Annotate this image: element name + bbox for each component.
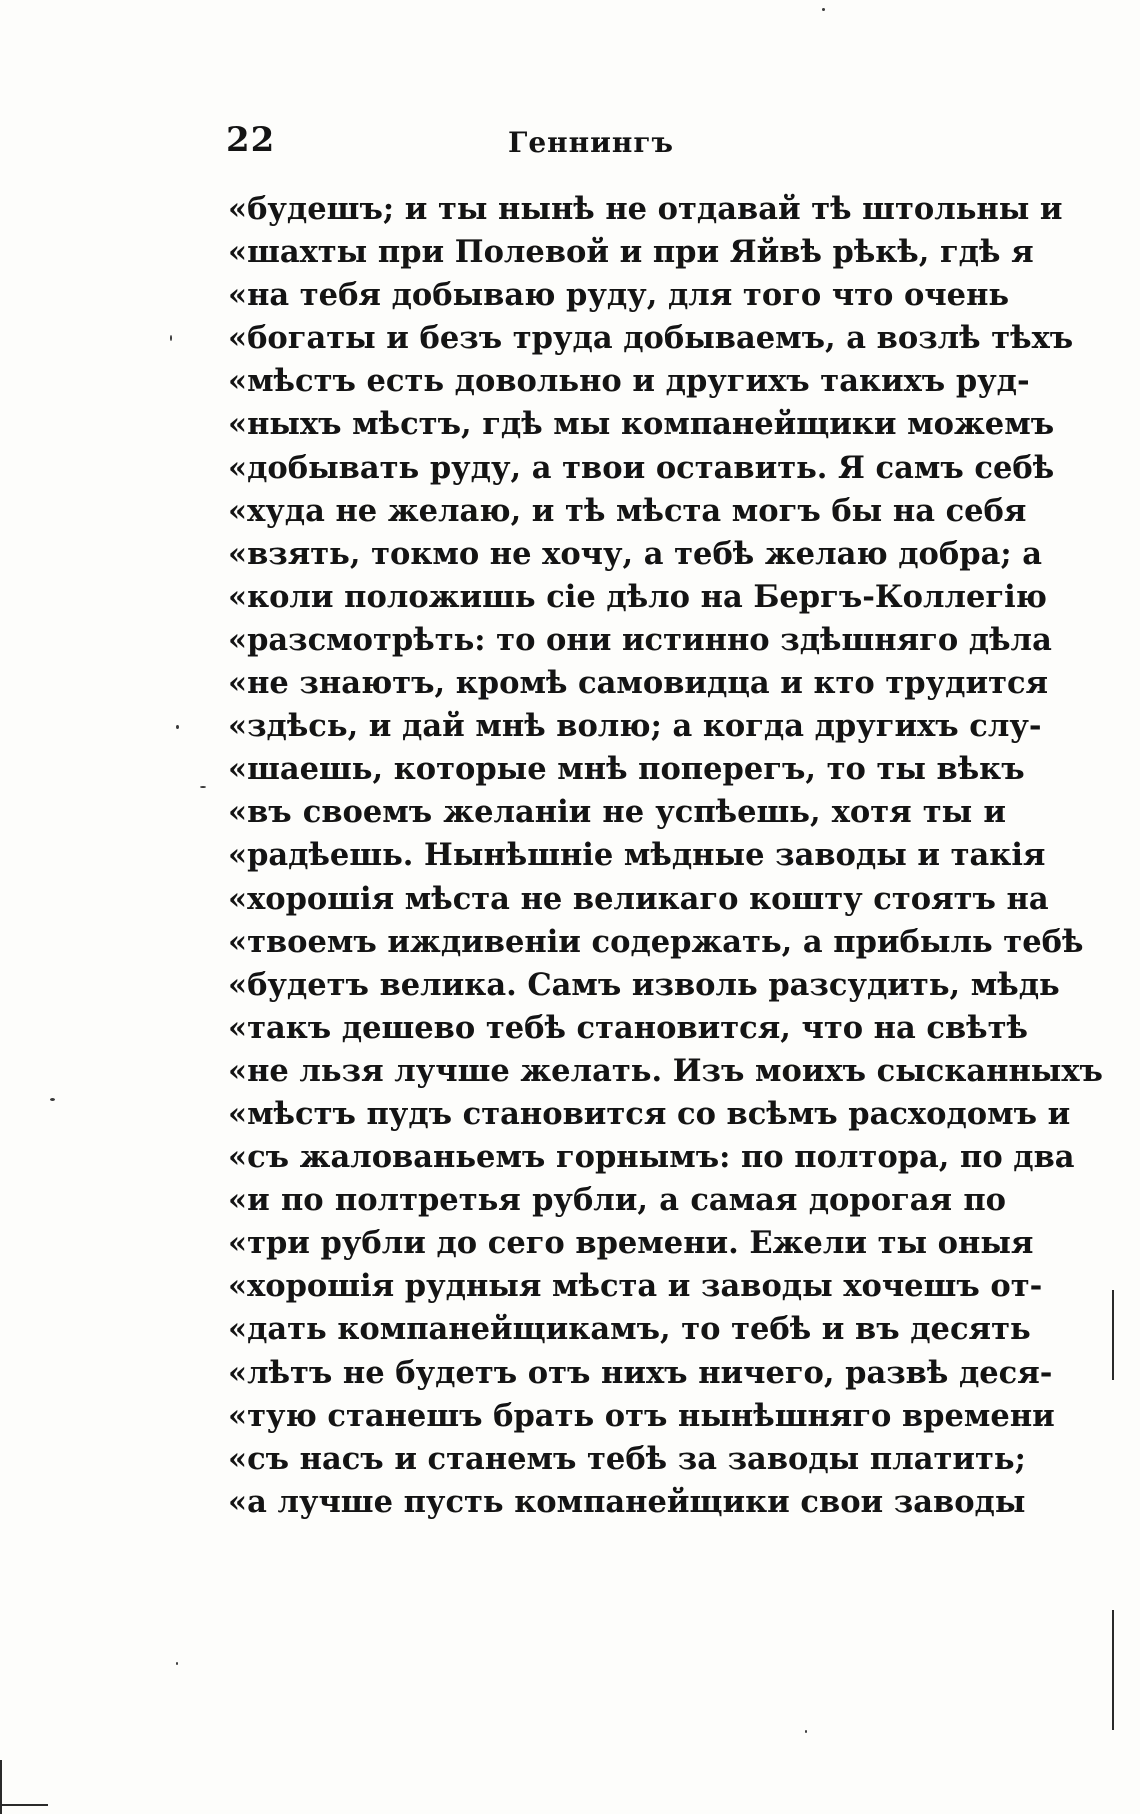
text-line: «въ своемъ желаніи не успѣешь, хотя ты и — [228, 794, 1006, 831]
text-line: «на тебя добываю руду, для того что очень — [228, 277, 1010, 314]
text-line: «такъ дешево тебѣ становится, что на свѣтѣ — [228, 1009, 1028, 1046]
text-line: «шаешь, которые мнѣ поперегъ, то ты вѣкъ — [228, 751, 1025, 788]
text-line: «съ жалованьемъ горнымъ: по полтора, по два — [228, 1139, 1075, 1176]
text-line: «добывать руду, а твои оставить. Я самъ себѣ — [228, 449, 1055, 486]
text-line: «взять, токмо не хочу, а тебѣ желаю добра; а — [228, 535, 1042, 572]
text-line: «три рубли до сего времени. Ежели ты оныя — [228, 1225, 1034, 1262]
scan-edge-mark — [0, 1804, 48, 1806]
text-line: «разсмотрѣть: то они истинно здѣшняго дѣла — [228, 621, 1052, 658]
text-line: «хорошія мѣста не великаго кошту стоятъ на — [228, 880, 1049, 917]
text-line: «не льзя лучше желать. Изъ моихъ сысканныхъ — [228, 1052, 1103, 1089]
page-number: 22 — [226, 120, 276, 160]
scan-edge-mark — [1112, 1610, 1114, 1730]
scan-speck — [805, 1730, 807, 1733]
body-text — [228, 188, 1103, 1524]
text-line: «будетъ велика. Самъ изволь разсудить, мѣдь — [228, 966, 1060, 1003]
scan-speck — [176, 725, 179, 729]
text-line: «богаты и безъ труда добываемъ, а возлѣ тѣхъ — [228, 320, 1074, 357]
scan-speck — [822, 8, 825, 11]
text-line: «худа не желаю, и тѣ мѣста могъ бы на себя — [228, 492, 1027, 529]
text-line: «хорошія рудныя мѣста и заводы хочешъ от- — [228, 1268, 1043, 1305]
running-title: Геннингъ — [508, 126, 675, 159]
scan-speck — [50, 1098, 55, 1101]
text-line: «мѣстъ есть довольно и другихъ такихъ руд- — [228, 363, 1030, 400]
scan-edge-mark — [1112, 1290, 1114, 1380]
text-line: «шахты при Полевой и при Яйвѣ рѣкѣ, гдѣ я — [228, 234, 1034, 271]
text-line: «и по полтретья рубли, а самая дорогая по — [228, 1182, 1006, 1219]
text-line: «твоемъ иждивеніи содержать, а прибыль тебѣ — [228, 923, 1084, 960]
scan-speck — [200, 786, 206, 788]
text-line: «лѣтъ не будетъ отъ нихъ ничего, развѣ деся- — [228, 1354, 1053, 1391]
text-line: «здѣсь, и дай мнѣ волю; а когда другихъ слу- — [228, 708, 1042, 745]
text-line: «а лучше пусть компанейщики свои заводы — [228, 1483, 1026, 1520]
scan-speck — [170, 335, 172, 341]
page-header — [226, 120, 1006, 170]
text-line: «будешъ; и ты нынѣ не отдавай тѣ штольны и — [228, 191, 1063, 227]
text-line: «мѣстъ пудъ становится со всѣмъ расходомъ и — [228, 1095, 1071, 1132]
text-line: «коли положишь сіе дѣло на Бергъ-Коллегію — [228, 578, 1047, 615]
text-line: «радѣешь. Нынѣшніе мѣдные заводы и такія — [228, 837, 1046, 874]
text-line: «не знаютъ, кромѣ самовидца и кто трудится — [228, 665, 1049, 702]
text-line: «дать компанейщикамъ, то тебѣ и въ десять — [228, 1311, 1031, 1348]
text-line: «тую станешъ брать отъ нынѣшняго времени — [228, 1397, 1055, 1434]
text-line: «ныхъ мѣстъ, гдѣ мы компанейщики можемъ — [228, 406, 1055, 443]
text-line: «съ насъ и станемъ тебѣ за заводы платить; — [228, 1440, 1026, 1477]
scan-speck — [176, 1662, 178, 1665]
